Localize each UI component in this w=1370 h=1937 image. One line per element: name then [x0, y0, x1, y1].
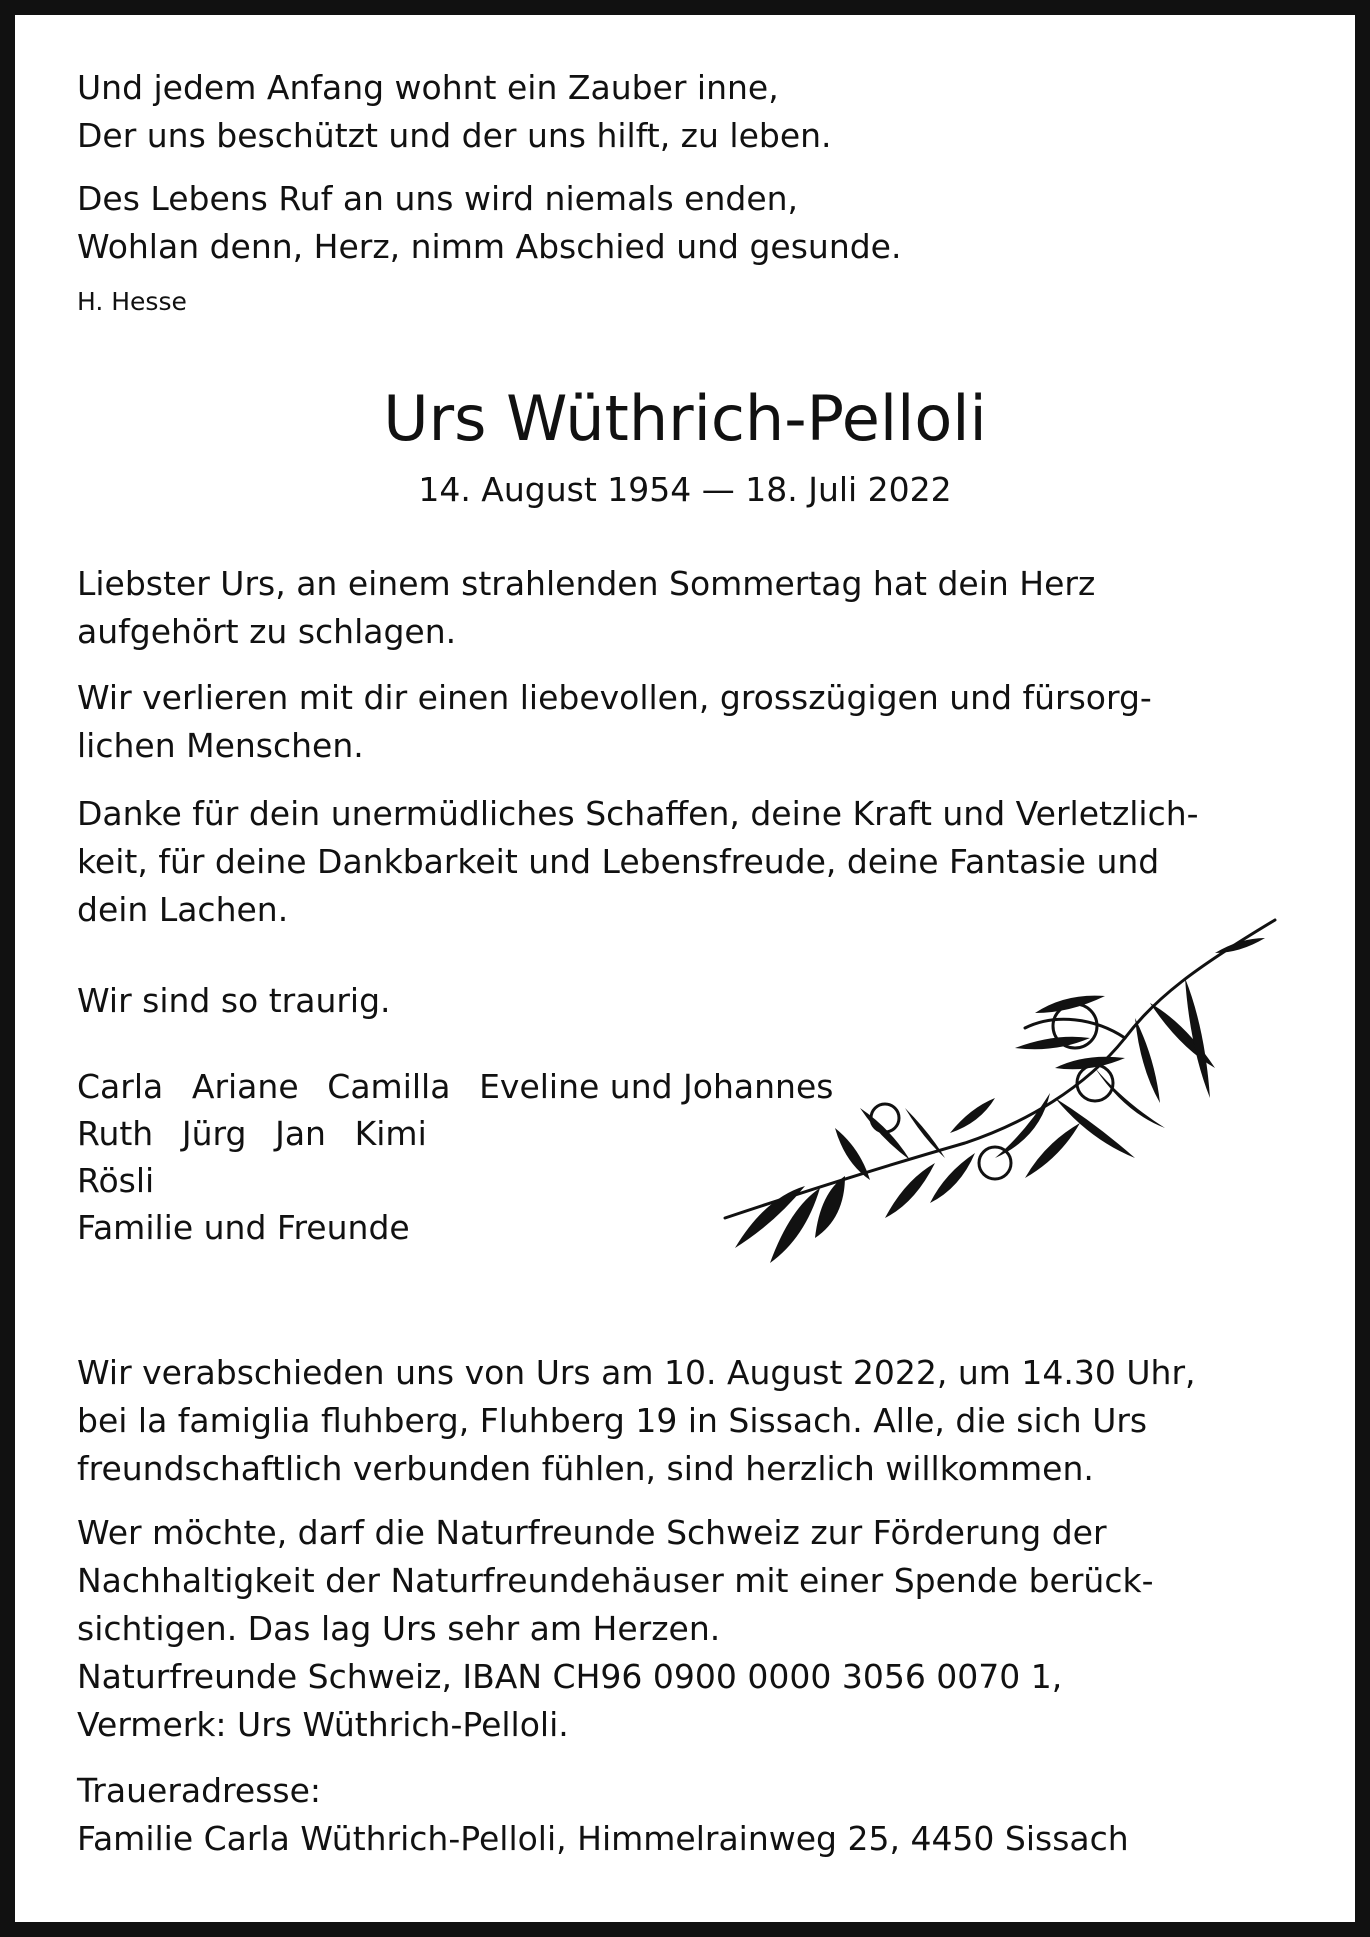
mourners-row-3: Rösli — [77, 1161, 155, 1200]
mourner-name: Ariane — [191, 1067, 299, 1106]
poem-line: Des Lebens Ruf an uns wird niemals enden, — [77, 179, 799, 218]
olive-leaf — [885, 1163, 935, 1218]
message-paragraph-3 — [77, 790, 1199, 934]
mourner-name: Jürg — [181, 1114, 247, 1153]
branch-twig — [1025, 1019, 1125, 1038]
message-line: Wir verlieren mit dir einen liebevollen, grosszügigen und fürsorg- — [77, 678, 1152, 717]
branch-stem — [725, 920, 1275, 1218]
donation-line: Wer möchte, darf die Naturfreunde Schweiz zur Förderung der — [77, 1513, 1107, 1552]
donation-line: Nachhaltigkeit der Naturfreundehäuser mit einer Spende berück- — [77, 1561, 1154, 1600]
ceremony-line: bei la famiglia fluhberg, Fluhberg 19 in Sissach. Alle, die sich Urs — [77, 1401, 1148, 1440]
ceremony-line: freundschaftlich verbunden fühlen, sind herzlich willkommen. — [77, 1449, 1094, 1488]
olive-leaf — [950, 1098, 995, 1133]
mourner-name: Camilla — [327, 1067, 451, 1106]
mourner-name: Carla — [77, 1067, 164, 1106]
ceremony-line: Wir verabschieden uns von Urs am 10. August 2022, um 14.30 Uhr, — [77, 1353, 1196, 1392]
olive-leaf — [1025, 1123, 1080, 1178]
message-line: lichen Menschen. — [77, 726, 364, 765]
mourner-name: Eveline und Johannes — [479, 1067, 834, 1106]
poem-stanza-2 — [77, 175, 901, 271]
olive-leaf — [1035, 996, 1105, 1013]
poem-line: Und jedem Anfang wohnt ein Zauber inne, — [77, 68, 779, 107]
address-label: Traueradresse: — [77, 1771, 322, 1810]
ceremony-paragraph — [77, 1349, 1196, 1493]
poem-stanza-1 — [77, 64, 832, 160]
life-dates: 14. August 1954 — 18. Juli 2022 — [418, 470, 952, 509]
olive-leaf — [1055, 1057, 1125, 1070]
donation-line: Naturfreunde Schweiz, IBAN CH96 0900 0000 3056 0070 1, — [77, 1657, 1063, 1696]
message-paragraph-4 — [77, 977, 391, 1025]
olive-leaf — [1055, 1098, 1135, 1158]
poem-author: H. Hesse — [77, 287, 187, 316]
message-paragraph-1 — [77, 560, 1095, 656]
message-line: Wir sind so traurig. — [77, 981, 391, 1020]
poem-line: Der uns beschützt und der uns hilft, zu leben. — [77, 116, 832, 155]
message-line: Danke für dein unermüdliches Schaffen, deine Kraft und Verletzlich- — [77, 794, 1199, 833]
poem-line: Wohlan denn, Herz, nimm Abschied und gesunde. — [77, 227, 902, 266]
donation-line: Vermerk: Urs Wüthrich-Pelloli. — [77, 1705, 569, 1744]
message-line: Liebster Urs, an einem strahlenden Sommertag hat dein Herz — [77, 564, 1096, 603]
mourners-row-4: Familie und Freunde — [77, 1208, 410, 1247]
mourner-name: Jan — [275, 1114, 326, 1153]
olive-leaf — [860, 1108, 910, 1160]
mourning-address — [77, 1767, 1129, 1863]
message-line: aufgehört zu schlagen. — [77, 612, 457, 651]
message-line: keit, für deine Dankbarkeit und Lebensfreude, deine Fantasie und — [77, 842, 1160, 881]
olive-leaf — [835, 1128, 870, 1180]
donation-line: sichtigen. Das lag Urs sehr am Herzen. — [77, 1609, 721, 1648]
donation-paragraph — [77, 1509, 1153, 1749]
message-line: dein Lachen. — [77, 890, 289, 929]
message-paragraph-2 — [77, 674, 1152, 770]
deceased-name: Urs Wüthrich-Pelloli — [383, 382, 987, 455]
mourner-name: Ruth — [77, 1114, 154, 1153]
olive-leaf — [930, 1153, 975, 1203]
olive-branch-illustration — [695, 918, 1280, 1298]
mourner-name: Kimi — [354, 1114, 427, 1153]
olive-leaf — [1135, 1018, 1160, 1103]
olive-leaf — [905, 1108, 945, 1158]
address-line: Familie Carla Wüthrich-Pelloli, Himmelrainweg 25, 4450 Sissach — [77, 1819, 1129, 1858]
